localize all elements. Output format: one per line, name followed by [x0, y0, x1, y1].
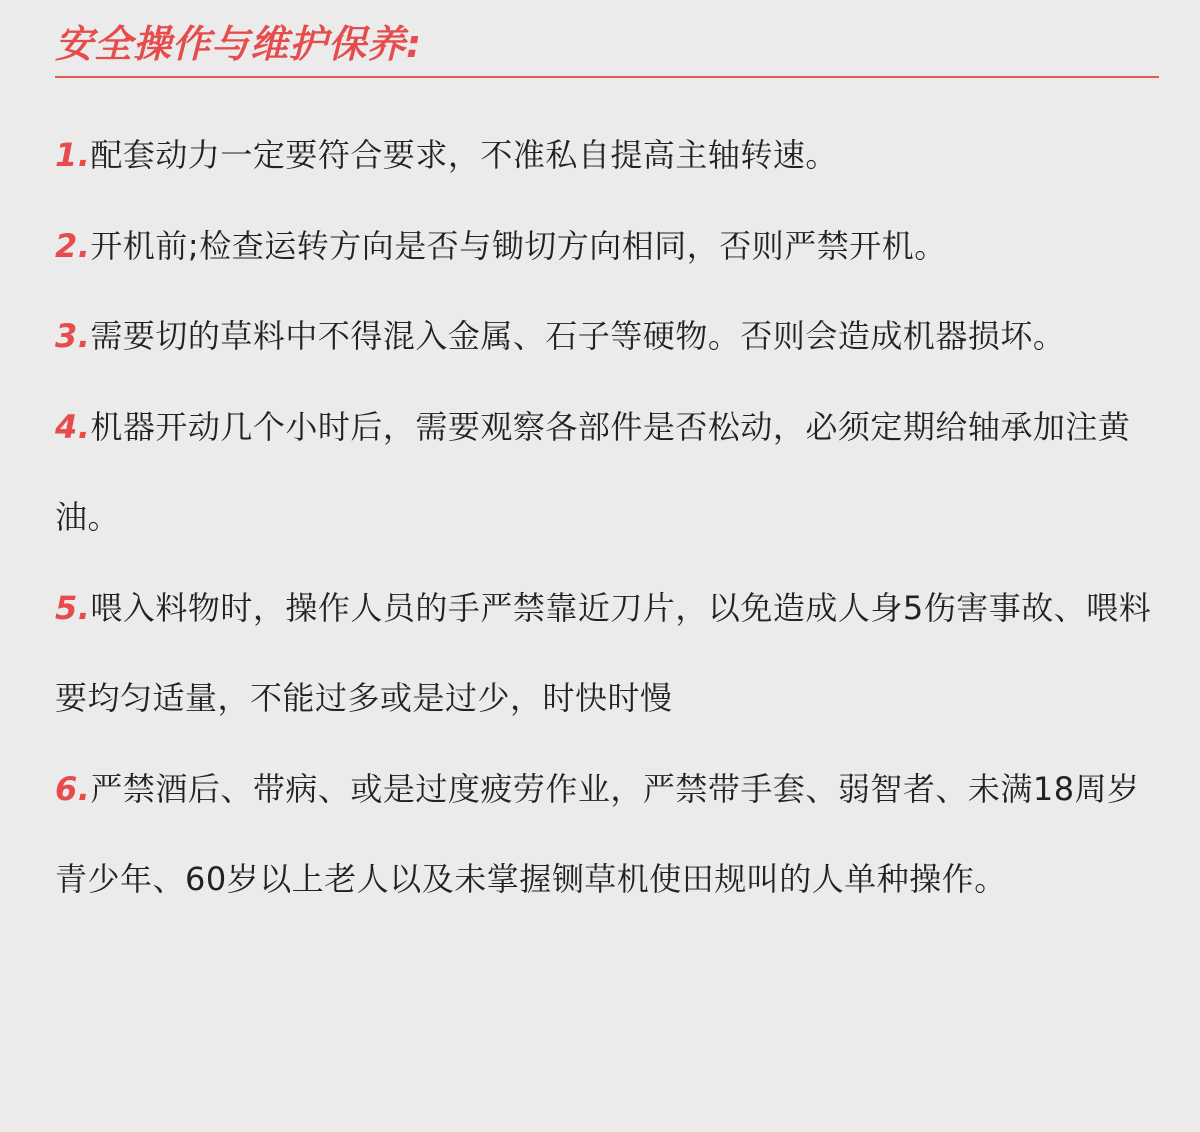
instruction-text: 喂入料物时，操作人员的手严禁靠近刀片，以免造成人身5伤害事故、喂料要均匀适量，不能过多或是过少，时快时慢 [55, 588, 1152, 717]
instruction-number: 6. [55, 769, 91, 808]
instruction-item-5 [55, 563, 1155, 744]
instruction-number: 5. [55, 588, 91, 627]
instruction-text: 配套动力一定要符合要求，不准私自提高主轴转速。 [90, 136, 838, 174]
instruction-text: 机器开动几个小时后，需要观察各部件是否松动，必须定期给轴承加注黄油。 [55, 407, 1131, 536]
instruction-number: 2. [55, 226, 91, 265]
instruction-text: 严禁酒后、带病、或是过度疲劳作业，严禁带手套、弱智者、未满18周岁青少年、60岁以上老人以及未掌握铡草机使田规叫的人单种操作。 [55, 769, 1140, 898]
instruction-text: 开机前;检查运转方向是否与锄切方向相同，否则严禁开机。 [90, 226, 947, 265]
instruction-item-6 [55, 744, 1155, 925]
instruction-item-1 [55, 110, 1155, 201]
section-heading: 安全操作与维护保养: [55, 22, 423, 66]
instruction-number: 1. [55, 136, 91, 174]
instruction-text: 需要切的草料中不得混入金属、石子等硬物。否则会造成机器损坏。 [90, 317, 1066, 355]
instruction-item-3 [55, 291, 1155, 382]
instruction-number: 3. [55, 317, 91, 355]
instruction-item-4 [55, 382, 1155, 563]
instruction-item-2 [55, 201, 1155, 292]
heading-divider [55, 76, 1159, 78]
instruction-list [55, 110, 1155, 925]
instruction-number: 4. [55, 407, 91, 446]
